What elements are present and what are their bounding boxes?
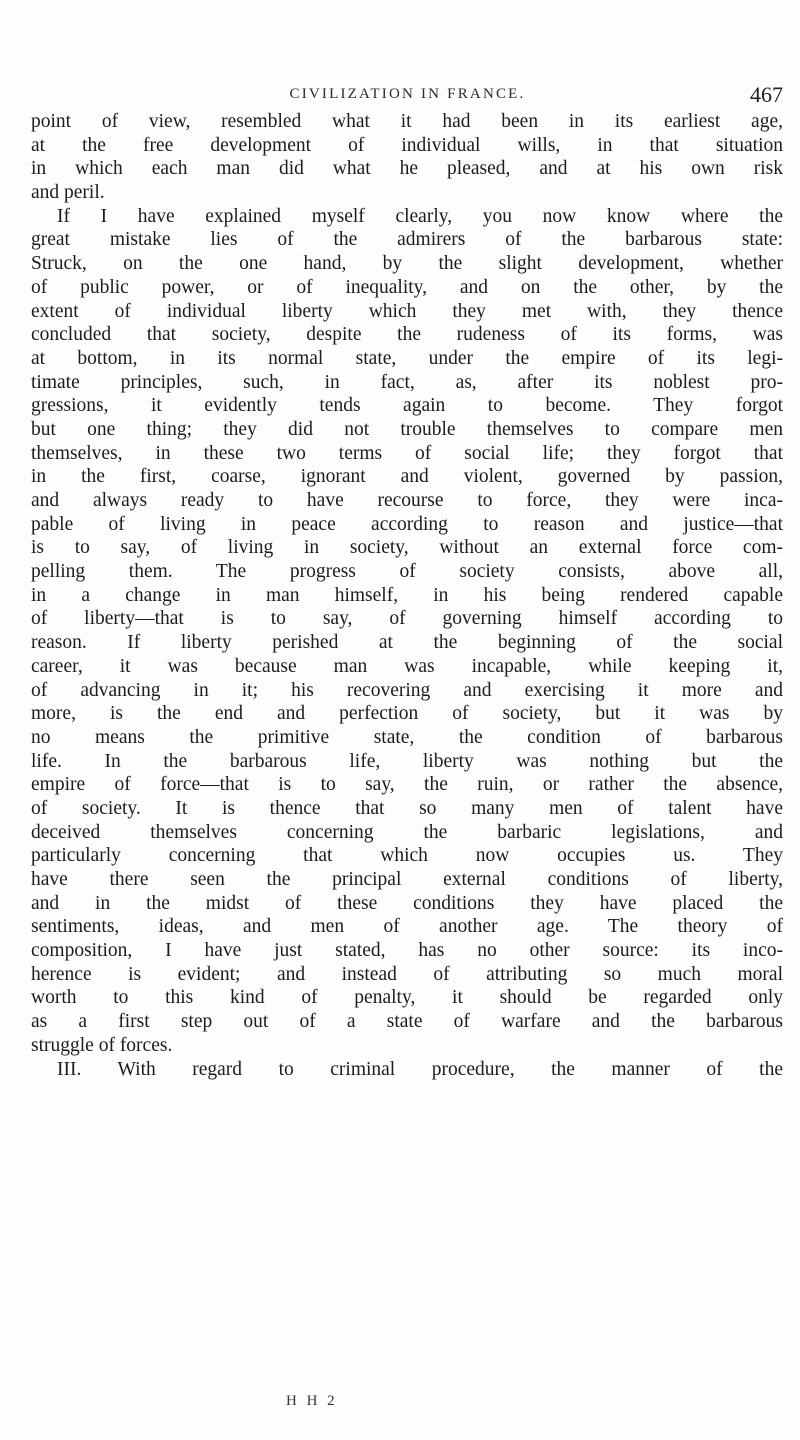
text-line: themselves, in these two terms of social life; they forgot that bbox=[31, 442, 783, 464]
text-line: in a change in man himself, in his being rendered capable bbox=[31, 584, 783, 606]
text-line: reason. If liberty perished at the beginning of the social bbox=[31, 632, 783, 654]
text-line: of liberty—that is to say, of governing himself according to bbox=[31, 608, 783, 630]
text-line: gressions, it evidently tends again to become. They forgot bbox=[31, 395, 783, 417]
text-line: as a first step out of a state of warfare and the barbarous bbox=[31, 1011, 783, 1033]
text-line: have there seen the principal external conditions of liberty, bbox=[31, 869, 783, 890]
text-line: point of view, resembled what it had been in its earliest age, bbox=[31, 111, 783, 132]
text-line: pable of living in peace according to reason and justice—that bbox=[31, 513, 783, 535]
text-line: more, is the end and perfection of society, but it was by bbox=[31, 703, 783, 725]
text-line: of society. It is thence that so many men of talent have bbox=[31, 797, 783, 819]
text-line: empire of force—that is to say, the ruin, or rather the absence, bbox=[31, 774, 783, 796]
text-line: pelling them. The progress of society consists, above all, bbox=[31, 561, 783, 583]
text-line: is to say, of living in society, without an external force com- bbox=[31, 537, 783, 559]
text-line: sentiments, ideas, and men of another age. The theory of bbox=[31, 916, 783, 938]
text-line: extent of individual liberty which they met with, they thence bbox=[31, 300, 783, 322]
signature-mark: H H 2 bbox=[286, 1393, 338, 1409]
text-line: at bottom, in its normal state, under the empire of its legi- bbox=[31, 347, 783, 369]
text-line: deceived themselves concerning the barbaric legislations, and bbox=[31, 821, 783, 843]
text-line: particularly concerning that which now occupies us. They bbox=[31, 845, 783, 867]
text-line: but one thing; they did not trouble themselves to compare men bbox=[31, 418, 783, 440]
text-line: career, it was because man was incapable, while keeping it, bbox=[31, 655, 783, 677]
text-line: at the free development of individual wills, in that situation bbox=[31, 134, 783, 156]
text-line: of public power, or of inequality, and on the other, by the bbox=[31, 276, 783, 298]
text-line: timate principles, such, in fact, as, after its noblest pro- bbox=[31, 371, 783, 393]
text-line: struggle of forces. bbox=[31, 1034, 173, 1056]
text-line: and peril. bbox=[31, 182, 105, 204]
text-line: no means the primitive state, the condition of barbarous bbox=[31, 726, 783, 748]
text-line: composition, I have just stated, has no other source: its inco- bbox=[31, 940, 783, 962]
text-line: of advancing in it; his recovering and exercising it more and bbox=[31, 679, 783, 701]
text-line: great mistake lies of the admirers of the barbarous state: bbox=[31, 229, 783, 251]
text-line: III. With regard to criminal procedure, the manner of the bbox=[57, 1058, 783, 1080]
text-line: herence is evident; and instead of attributing so much moral bbox=[31, 963, 783, 985]
text-line: worth to this kind of penalty, it should be regarded only bbox=[31, 987, 783, 1009]
body-text bbox=[31, 110, 783, 1081]
text-line: in the first, coarse, ignorant and violent, governed by passion, bbox=[31, 466, 783, 488]
text-line: life. In the barbarous life, liberty was nothing but the bbox=[31, 750, 783, 772]
text-line: and always ready to have recourse to force, they were inca- bbox=[31, 490, 783, 511]
text-line: concluded that society, despite the rudeness of its forms, was bbox=[31, 324, 783, 346]
running-title: CIVILIZATION IN FRANCE. bbox=[289, 86, 526, 102]
running-head bbox=[32, 84, 783, 108]
text-line: If I have explained myself clearly, you now know where the bbox=[57, 205, 783, 227]
text-line: and in the midst of these conditions they have placed the bbox=[31, 892, 783, 914]
page-number: 467 bbox=[750, 82, 783, 107]
text-line: in which each man did what he pleased, and at his own risk bbox=[31, 158, 783, 180]
text-line: Struck, on the one hand, by the slight development, whether bbox=[31, 253, 783, 275]
